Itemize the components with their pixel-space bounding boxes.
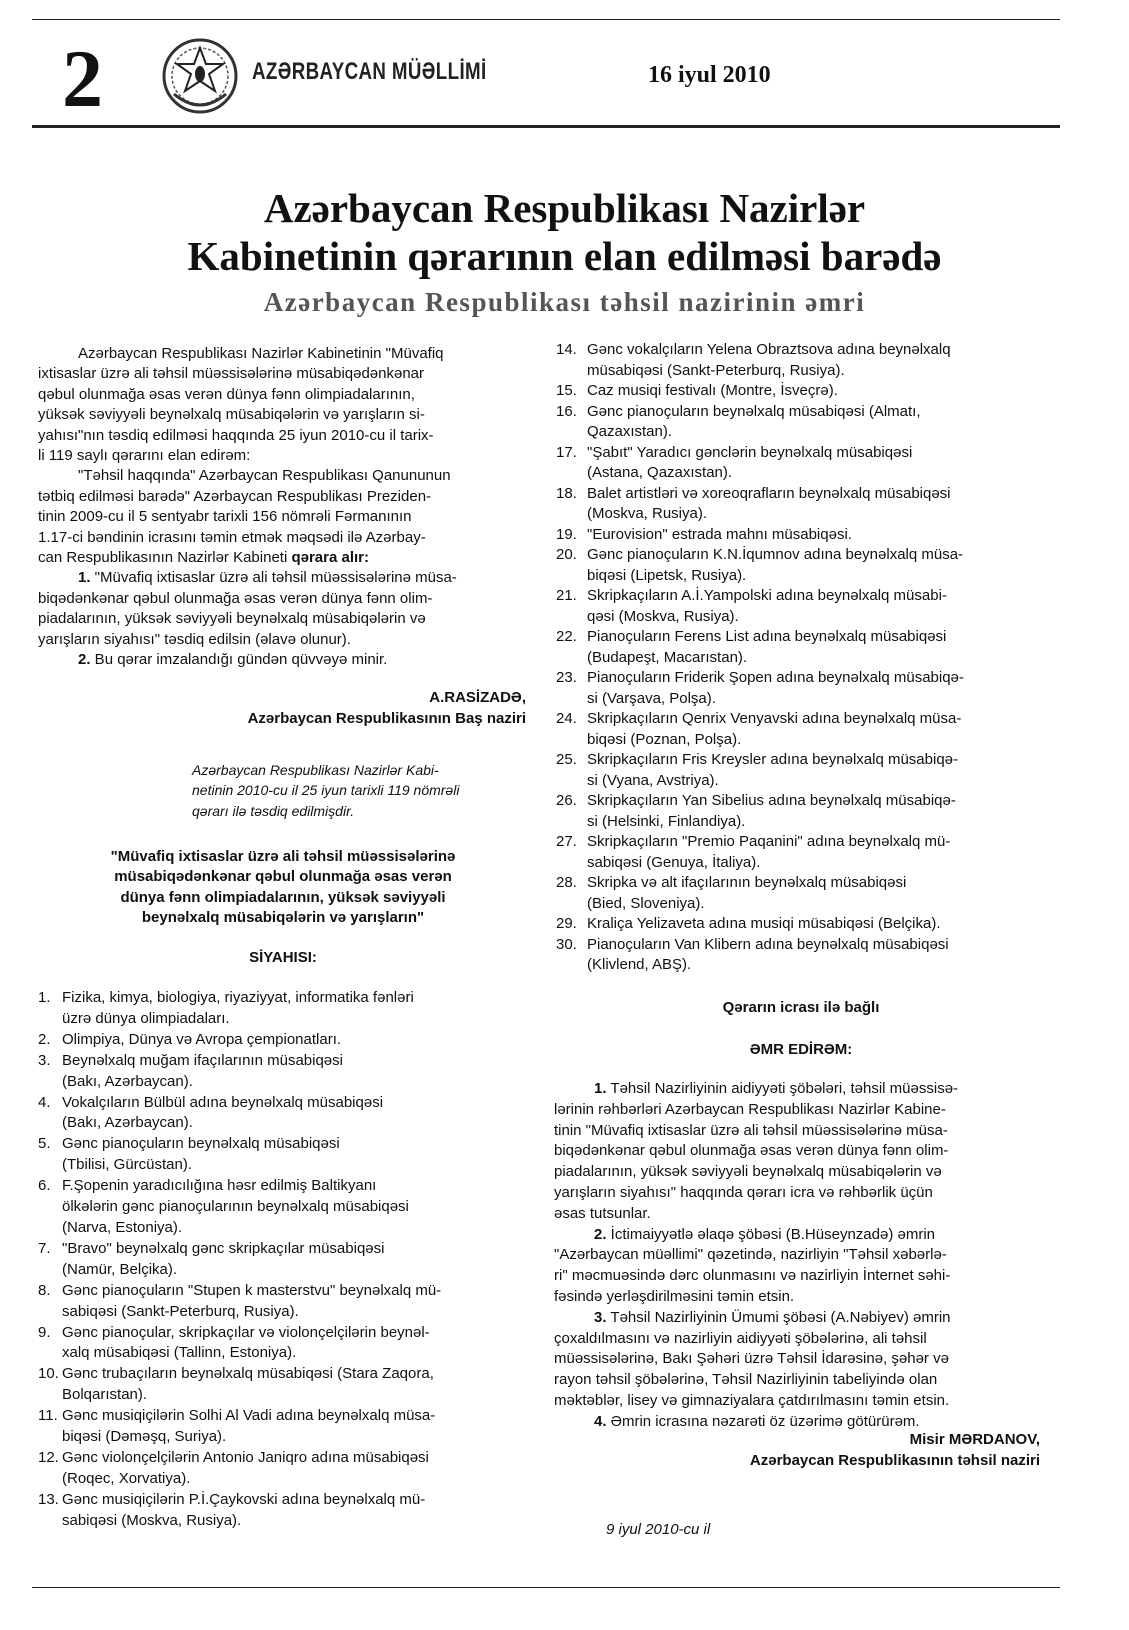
list-item-number: 29. <box>556 915 577 932</box>
list-item-number: 10. <box>38 1365 59 1383</box>
list-item <box>556 914 1046 935</box>
order-text: Təhsil Nazirliyinin Ümumi şöbəsi (A.Nəbiyev) əmrin çoxaldılmasını və nazirliyin aidiyyəti şöbələrinə, ali təhsil müəssisələrinə, Bakı Şəhəri üzrə Təhsil İdarəsinə, şəhər və rayon təhsil şöbələrinə, Təhsil Nazirliyinin tabeliyində olan məktəblər, lisey və gimnaziyalara çatdırılmasını təmin etsin. <box>554 1308 951 1409</box>
list-item-number: 25. <box>556 751 577 768</box>
list-item <box>556 750 1046 791</box>
pm-signature-title: Azərbaycan Respublikasının Baş naziri <box>247 710 526 727</box>
list-item <box>556 525 1046 546</box>
list-item-text: Gənc trubaçıların beynəlxalq müsabiqəsi (Stara Zaqora, Bolqarıstan). <box>62 1365 434 1404</box>
competition-list-left <box>38 988 528 1532</box>
list-heading: SİYAHISI: <box>249 949 317 966</box>
list-item <box>556 832 1046 873</box>
list-item-number: 14. <box>556 341 577 358</box>
list-item-number: 28. <box>556 874 577 891</box>
point-2 <box>38 650 528 670</box>
list-item <box>38 1323 528 1365</box>
point-2-text: Bu qərar imzalandığı gündən qüvvəyə minir. <box>90 651 388 669</box>
list-item-text: Olimpiya, Dünya və Avropa çempionatları. <box>62 1030 342 1048</box>
list-item-text: Skripkaçıların "Premio Paqanini" adına beynəlxalq mü- sabiqəsi (Genuya, İtaliya). <box>587 833 951 871</box>
list-item-text: Balet artistləri və xoreoqrafların beynəlxalq müsabiqəsi (Moskva, Rusiya). <box>587 484 951 522</box>
list-item <box>38 1406 528 1448</box>
approval-note: Azərbaycan Respublikası Nazirlər Kabi- netinin 2010-cu il 25 iyun tarixli 119 nömrəli qərarı ilə təsdiq edilmişdir. <box>192 762 460 819</box>
list-item-text: "Şabıt" Yaradıcı gənclərin beynəlxalq müsabiqəsi (Astana, Qazaxıstan). <box>587 443 913 481</box>
list-item-number: 20. <box>556 546 577 563</box>
intro-paragraph-2-text: "Təhsil haqqında" Azərbaycan Respublikası Qanununun tətbiq edilməsi barədə" Azərbaycan Respublikası Preziden- tinin 2009-cu il 5 sentyabr tarixli 156 nömrəli Fərmanının 1.17-ci bəndinin icrasını təmin etmək məqsədi ilə Azərbay- can Respublikasının Nazirlər Kabineti <box>38 467 451 567</box>
order-text: Əmrin icrasına nəzarəti öz üzərimə götürürəm. <box>606 1412 920 1430</box>
list-item-text: F.Şopenin yaradıcılığına həsr edilmiş Baltikyanı ölkələrin gənc pianoçularının beynəlxalq müsabiqəsi (Narva, Estoniya). <box>62 1177 409 1236</box>
list-item-number: 15. <box>556 382 577 399</box>
list-item-text: Skripkaçıların A.İ.Yampolski adına beynəlxalq müsabi- qəsi (Moskva, Rusiya). <box>587 587 947 625</box>
list-item-text: "Bravo" beynəlxalq gənc skripkaçılar müsabiqəsi (Namür, Belçika). <box>62 1239 385 1278</box>
order-text: Təhsil Nazirliyinin aidiyyəti şöbələri, təhsil müəssisə- lərinin rəhbərləri Azərbaycan Respublikası Nazirlər Kabine- tinin "Müvafiq ixtisaslar üzrə ali təhsil müəssisələrinə müsa- biqədənkənar qəbul olunmağa əsas verən dünya fənn olim- piadalarının, yüksək səviyyəli beynəlxalq müsabiqələrin və yarışların siyahısı" haqqında qərarı icra və rəhbərlik üçün əsas tutsunlar. <box>554 1080 959 1222</box>
list-item-number: 17. <box>556 443 577 461</box>
list-item <box>38 1134 528 1176</box>
list-item <box>38 1448 528 1490</box>
list-item <box>556 484 1046 525</box>
list-item-text: Gənc pianoçuların K.N.İqumnov adına beynəlxalq müsa- biqəsi (Lipetsk, Rusiya). <box>587 546 964 584</box>
list-item-number: 13. <box>38 1490 59 1508</box>
list-item-text: Skripkaçıların Fris Kreysler adına beynəlxalq müsabiqə- si (Vyana, Avstriya). <box>587 751 958 789</box>
list-item-text: Gənc pianoçuların beynəlxalq müsabiqəsi (Almatı, Qazaxıstan). <box>587 402 921 440</box>
list-item <box>38 1051 528 1093</box>
list-item-text: Caz musiqi festivalı (Montre, İsveçrə). <box>587 382 838 399</box>
list-item-number: 11. <box>38 1407 58 1425</box>
point-2-number: 2. <box>78 651 91 669</box>
pm-signature-name: A.RASİZADƏ, <box>429 689 526 706</box>
minister-signature-name: Misir MƏRDANOV, <box>909 1431 1040 1448</box>
list-item <box>38 1364 528 1406</box>
list-item <box>556 935 1046 976</box>
list-item-number: 1. <box>38 989 51 1006</box>
list-item-number: 21. <box>556 587 577 604</box>
point-1-number: 1. <box>78 569 91 587</box>
competition-list-right <box>556 340 1046 976</box>
list-item <box>556 791 1046 832</box>
intro-paragraph-2 <box>38 466 528 568</box>
list-item-text: Beynəlxalq muğam ifaçılarının müsabiqəsi (Bakı, Azərbaycan). <box>62 1051 343 1090</box>
point-1-text: "Müvafiq ixtisaslar üzrə ali təhsil müəssisələrinə müsa- biqədənkənar qəbul olunmağa əsas verən dünya fənn olim- piadalarının, yüksək səviyyəli beynəlxalq müsabiqələrin və yarışların siyahısı" təsdiq edilsin (əlavə olunur). <box>38 569 457 648</box>
list-item-text: Pianoçuların Ferens List adına beynəlxalq müsabiqəsi (Budapeşt, Macarıstan). <box>587 628 947 666</box>
list-item <box>38 1239 528 1281</box>
list-item-text: Gənc pianoçuların beynəlxalq müsabiqəsi (Tbilisi, Gürcüstan). <box>62 1135 340 1174</box>
list-item-number: 9. <box>38 1323 51 1341</box>
list-item <box>556 668 1046 709</box>
list-item <box>556 709 1046 750</box>
list-item-number: 2. <box>38 1030 51 1048</box>
list-item-number: 18. <box>556 484 577 502</box>
order-number: 1. <box>594 1080 607 1097</box>
list-item-text: Vokalçıların Bülbül adına beynəlxalq müsabiqəsi (Bakı, Azərbaycan). <box>62 1093 384 1132</box>
order-text: İctimaiyyətlə əlaqə şöbəsi (B.Hüseynzadə) əmrin "Azərbaycan müəllimi" qəzetində, nazirliyin "Təhsil xəbərlə- ri" məcmuəsində dərc olunmasını və nazirliyin İnternet səhi- fəsində yerləşdirilməsini təmin etsin. <box>554 1225 951 1305</box>
article-title-line1: Azərbaycan Respublikası Nazirlər <box>263 185 866 231</box>
list-item-text: Gənc pianoçuların "Stupen k masterstvu" beynəlxalq mü- sabiqəsi (Sankt-Peterburq, Rusiya). <box>62 1281 442 1320</box>
list-item <box>556 627 1046 668</box>
list-item <box>38 1490 528 1532</box>
list-item-text: Fizika, kimya, biologiya, riyaziyyat, informatika fənləri üzrə dünya olimpiadaları. <box>62 989 414 1027</box>
list-item-number: 24. <box>556 710 577 727</box>
list-item-number: 12. <box>38 1448 59 1466</box>
list-item <box>38 1176 528 1239</box>
list-item-number: 5. <box>38 1135 51 1153</box>
state-emblem-logo <box>160 36 240 116</box>
list-item <box>38 1093 528 1135</box>
list-item <box>556 381 1046 402</box>
newspaper-name: AZƏRBAYCAN MÜƏLLİMİ <box>252 58 487 85</box>
list-item-number: 4. <box>38 1093 51 1111</box>
orders-list <box>554 1079 1046 1433</box>
list-item-number: 3. <box>38 1051 51 1069</box>
list-item <box>556 586 1046 627</box>
section-heading: Qərarın icrası ilə bağlı <box>722 999 880 1016</box>
list-item-number: 30. <box>556 935 577 953</box>
order-paragraph <box>554 1225 1046 1308</box>
article-subtitle: Azərbaycan Respublikası təhsil nazirinin əmri <box>263 287 866 317</box>
list-item-number: 27. <box>556 833 577 850</box>
order-number: 3. <box>594 1308 607 1326</box>
list-item <box>556 443 1046 484</box>
point-1 <box>38 568 528 650</box>
list-item <box>556 340 1046 381</box>
order-number: 2. <box>594 1225 607 1243</box>
list-item-text: Skripka və alt ifaçılarının beynəlxalq müsabiqəsi (Bied, Sloveniya). <box>587 874 907 912</box>
order-paragraph <box>554 1308 1046 1412</box>
list-item-text: Gənc pianoçular, skripkaçılar və violonçelçilərin beynəl- xalq müsabiqəsi (Tallinn, Estoniya). <box>62 1323 430 1362</box>
issue-date: 16 iyul 2010 <box>648 62 771 88</box>
intro-paragraph-1: Azərbaycan Respublikası Nazirlər Kabinetinin "Müvafiq ixtisaslar üzrə ali təhsil müəssisələrinə müsabiqədənkənar qəbul olunmağa əsas verən dünya fənn olimpiadalarının, yüksək səviyyəli beynəlxalq müsabiqələrin və yarışların si- yahısı"nın təsdiq edilməsi haqqında 25 iyun 2010-cu il tarix- li 119 saylı qərarını elan edirəm: <box>38 345 444 465</box>
list-title: "Müvafiq ixtisaslar üzrə ali təhsil müəssisələrinə müsabiqədənkənar qəbul olunmağa əsas verən dünya fənn olimpiadalarının, yüksək səviyyəli beynəlxalq müsabiqələrin və yarışların" <box>110 848 456 927</box>
minister-signature-title: Azərbaycan Respublikasının təhsil naziri <box>749 1452 1040 1469</box>
list-item-text: Pianoçuların Van Klibern adına beynəlxalq müsabiqəsi (Klivlend, ABŞ). <box>587 935 949 973</box>
article-title-line2: Kabinetinin qərarının elan edilməsi barədə <box>187 233 942 279</box>
order-paragraph <box>554 1079 1046 1225</box>
list-item <box>556 402 1046 443</box>
list-item <box>38 988 528 1030</box>
list-item-text: Gənc vokalçıların Yelena Obraztsova adına beynəlxalq müsabiqəsi (Sankt-Peterburq, Rusiya). <box>587 341 951 379</box>
order-heading: ƏMR EDİRƏM: <box>749 1041 853 1058</box>
decision-phrase: qərara alır: <box>291 549 370 567</box>
list-item-number: 16. <box>556 402 577 420</box>
list-item-text: "Eurovision" estrada mahnı müsabiqəsi. <box>587 525 852 543</box>
list-item-number: 22. <box>556 628 577 645</box>
bottom-rule <box>32 1587 1060 1588</box>
left-intro <box>38 344 528 671</box>
list-item-number: 8. <box>38 1281 51 1299</box>
list-item-number: 19. <box>556 525 577 543</box>
list-item <box>38 1030 528 1051</box>
list-item-text: Gənc violonçelçilərin Antonio Janiqro adına müsabiqəsi (Roqec, Xorvatiya). <box>62 1448 429 1487</box>
list-item-number: 26. <box>556 792 577 809</box>
list-item-text: Skripkaçıların Qenrix Venyavski adına beynəlxalq müsa- biqəsi (Poznan, Polşa). <box>587 710 962 748</box>
list-item-number: 6. <box>38 1177 51 1195</box>
list-item-text: Kraliça Yelizaveta adına musiqi müsabiqəsi (Belçika). <box>587 915 941 932</box>
list-item <box>38 1281 528 1323</box>
header-rule <box>32 125 1060 128</box>
list-item-text: Gənc musiqiçilərin P.İ.Çaykovski adına beynəlxalq mü- sabiqəsi (Moskva, Rusiya). <box>62 1490 426 1529</box>
list-item <box>556 873 1046 914</box>
list-item-number: 7. <box>38 1239 51 1257</box>
order-number: 4. <box>594 1412 607 1430</box>
order-date: 9 iyul 2010-cu il <box>606 1521 711 1538</box>
list-item-text: Pianoçuların Friderik Şopen adına beynəlxalq müsabiqə- si (Varşava, Polşa). <box>587 669 964 707</box>
list-item-text: Skripkaçıların Yan Sibelius adına beynəlxalq müsabiqə- si (Helsinki, Finlandiya). <box>587 792 956 830</box>
page-number: 2 <box>62 33 103 124</box>
top-rule <box>32 19 1060 20</box>
list-item-number: 23. <box>556 669 577 686</box>
list-item-text: Gənc musiqiçilərin Solhi Al Vadi adına beynəlxalq müsa- biqəsi (Dəməşq, Suriya). <box>62 1407 436 1446</box>
list-item <box>556 545 1046 586</box>
